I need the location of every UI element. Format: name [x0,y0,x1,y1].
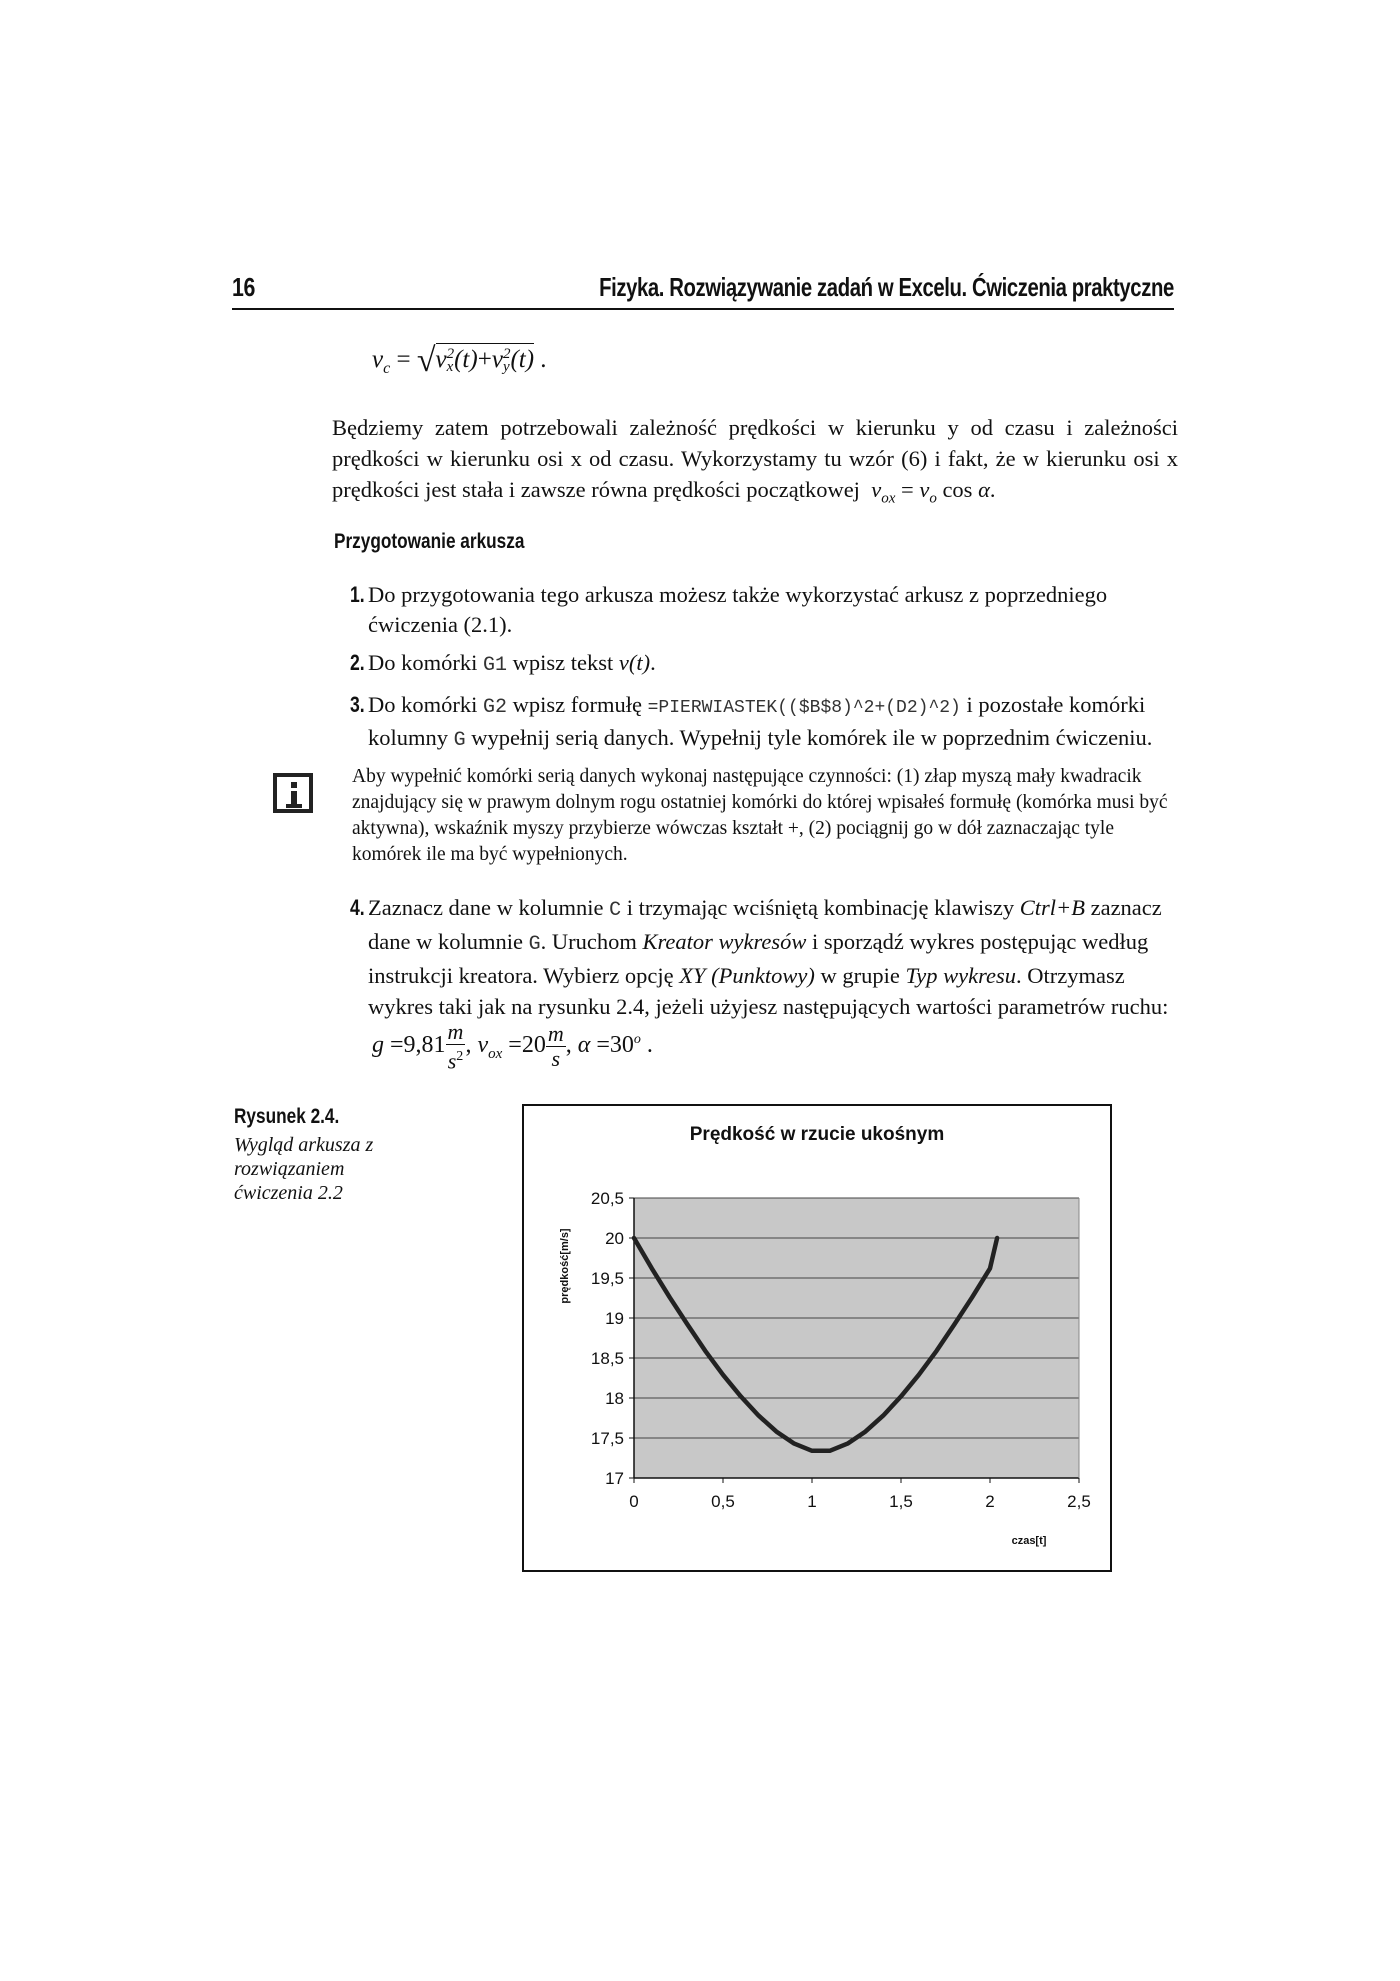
info-icon [273,773,313,813]
step-text-part: i pozostałe komórki kolumny [368,692,1146,750]
step-italic: v(t) [618,650,651,675]
step-italic: Kreator wykresów [642,929,807,954]
eq-value: 30 [609,1032,634,1059]
equation-vc [372,342,547,380]
section-heading: Przygotowanie arkusza [334,530,525,553]
paragraph [332,412,1178,515]
step-text-part: Zaznacz dane w kolumnie [368,895,604,920]
eq-superscript: 2 [456,1049,464,1064]
x-tick-label: 2,5 [1067,1492,1091,1511]
eq-value: 9,81 [403,1032,446,1059]
eq-symbol: v [372,346,384,373]
eq-symbol: g [372,1032,384,1059]
formula-symbol: v [871,477,882,502]
eq-sign: = [396,346,411,373]
eq-denominator [448,1045,464,1073]
step-text-part: i sporządź wykres postępując według instrukcji kreatora. Wybierz opcję [368,929,1149,988]
y-tick-label: 18,5 [590,1349,624,1368]
step-number: 1. [350,582,365,607]
eq-fraction [546,1022,566,1071]
paragraph-end: . [989,477,996,502]
formula-symbol: v [919,477,930,502]
y-tick-label: 19,5 [590,1269,624,1288]
step-text-part: Do komórki [368,692,478,717]
keyboard-shortcut: Ctrl+B [1019,895,1085,920]
step-text-part: wpisz tekst [512,650,614,675]
step-number: 4. [350,895,365,920]
eq-end: . [540,346,547,373]
step-text [350,648,1176,681]
y-axis-label: prędkość[m/s] [559,1228,571,1304]
info-note: Aby wypełnić komórki serią danych wykonaj następujące czynności: (1) złap myszą mały kwadracik znajdujący się w prawym dolnym rogu ostatniej komórki do której wpisałeś formułę (komórka musi być aktywna), wskaźnik myszy przybierze wówczas kształt +, (2) pociągnij go w dół zaznaczając tyle komórek ile ma być wypełnionych. [352,766,1168,865]
x-tick-label: 1,5 [889,1492,913,1511]
sqrt-symbol: √ [416,342,436,379]
formula-code: =PIERWIASTEK(($B$8)^2+(D2)^2) [647,698,961,718]
list-item [350,648,1176,681]
running-title: Fizyka. Rozwiązywanie zadań w Excelu. Ćwiczenia praktyczne [599,272,1174,302]
eq-superscript: 2 [502,346,511,363]
x-tick-label: 0,5 [711,1492,735,1511]
figure-label: Rysunek 2.4. [234,1105,340,1128]
cell-reference: G [453,729,466,752]
step-number: 2. [350,650,365,675]
eq-arg: (t) [510,346,535,373]
y-tick-label: 19 [605,1309,624,1328]
step-text [350,892,1176,1022]
cell-reference: C [609,899,622,922]
list-item [350,892,1176,1022]
figure-caption [234,1105,404,1205]
eq-symbol: v [477,1032,489,1059]
chart-svg [524,1106,1110,1570]
eq-symbol: v [491,346,503,373]
formula-sign: = [900,477,914,502]
step-text-part: . Otrzymasz wykres taki jak na rysunku 2.4, jeżeli użyjesz następujących wartości parametrów ruchu: [368,963,1169,1019]
eq-end: . [646,1032,653,1059]
y-tick-labels [591,1189,624,1488]
chart-title: Prędkość w rzucie ukośnym [689,1124,945,1145]
eq-denominator: s [551,1046,561,1072]
y-tick-label: 20,5 [590,1189,624,1208]
eq-sign: + [477,346,492,373]
y-tick-label: 20 [605,1229,624,1248]
eq-sign: = [596,1032,610,1059]
step-text-part: . Uruchom [540,929,637,954]
step-italic: XY (Punktowy) [679,963,815,988]
formula-alpha: α [978,477,990,502]
eq-numerator: m [447,1019,464,1044]
step-italic: Typ wykresu [905,963,1017,988]
figure-description: Wygląd arkusza z rozwiązaniem ćwiczenia 2.2 [234,1134,374,1204]
list-item [350,580,1176,640]
eq-supsub [447,348,455,374]
step-text-part: i trzymając wciśniętą kombinację klawiszy [626,895,1015,920]
eq-subscript: x [446,359,454,376]
step-text [350,690,1176,756]
step-text-part: wypełnij serią danych. Wypełnij tyle komórek ile w poprzednim ćwiczeniu. [471,725,1153,750]
cell-reference: G [528,933,541,956]
cell-reference: G1 [483,654,508,677]
step-text-part: Do komórki [368,650,478,675]
eq-subscript: ox [488,1045,503,1062]
eq-subscript: c [383,360,391,377]
eq-superscript: 2 [446,346,455,363]
eq-value: 20 [521,1032,546,1059]
eq-symbol: v [435,346,447,373]
step-text: Do przygotowania tego arkusza możesz także wykorzystać arkusz z poprzedniego ćwiczenia (2.1). [368,582,1108,637]
step-text-part: zaznacz dane w kolumnie [368,895,1162,954]
formula-cos: cos [942,477,973,502]
sqrt-radicand [435,343,535,376]
page-number: 16 [232,272,255,302]
x-tick-label: 1 [807,1492,817,1511]
x-tick-label: 0 [629,1492,639,1511]
eq-numerator: m [547,1021,564,1047]
eq-subscript: y [502,359,510,376]
step-text-part: wpisz formułę [512,692,642,717]
x-axis-label: czas[t] [1011,1535,1047,1547]
eq-denominator-symbol: s [447,1048,457,1074]
x-tick-label: 2 [985,1492,995,1511]
eq-comma: , [565,1032,572,1059]
y-tick-label: 17 [605,1469,624,1488]
formula-subscript: o [929,490,937,507]
equation-params [372,1020,653,1073]
y-tick-label: 18 [605,1389,624,1408]
eq-arg: (t) [454,346,478,373]
step-text-part: w grupie [820,963,900,988]
y-tick-label: 17,5 [590,1429,624,1448]
cell-reference: G2 [483,696,508,719]
paragraph-text: Będziemy zatem potrzebowali zależność prędkości w kierunku y od czasu i zależności prędkości w kierunku osi x od czasu. Wykorzystamy tu wzór (6) i fakt, że w kierunku osi x prędkości jest stała i zawsze równa prędkości początkowej [332,415,1178,502]
x-tick-labels [629,1492,1091,1511]
eq-comma: , [465,1032,472,1059]
running-header [232,270,1174,310]
chart [522,1104,1112,1572]
eq-sign: = [508,1032,522,1059]
formula-subscript: ox [881,490,896,507]
eq-fraction [446,1020,466,1073]
step-number: 3. [350,692,365,717]
list-item [350,690,1176,756]
eq-symbol: α [577,1032,591,1059]
step-text-part: . [650,650,656,675]
eq-sign: = [390,1032,404,1059]
eq-degree: o [633,1032,641,1048]
